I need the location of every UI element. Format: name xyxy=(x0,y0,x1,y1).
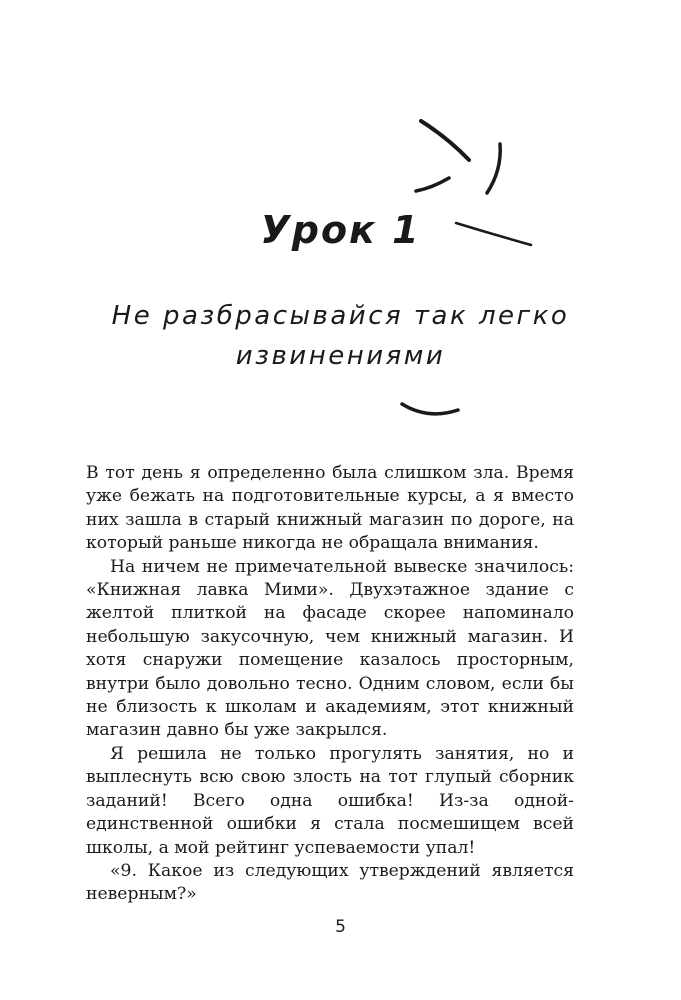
paragraph-3: Я решила не только прогулять занятия, но и выплеснуть всю свою злость на тот глупый сборник заданий! Всего одна ошибка! Из-за одной-единственной ошибки я стала посмешищем всей школы, а мой рейтинг успеваемости упал! xyxy=(86,743,574,858)
chapter-subtitle xyxy=(0,296,681,376)
brush-stroke-top-arc xyxy=(421,121,469,160)
body-text xyxy=(86,462,574,907)
paragraph-2: На ничем не примечательной вывеске значилось: «Книжная лавка Мими». Двухэтажное здание с желтой плиткой на фасаде скорее напоминало небольшую закусочную, чем книжный магазин. И хотя снаружи помещение казалось просторным, внутри было довольно тесно. Одним словом, если бы не близость к школам и академиям, этот книжный магазин давно бы уже закрылся. xyxy=(86,556,574,741)
paragraph-4: «9. Какое из следующих утверждений является неверным?» xyxy=(86,860,574,905)
brush-stroke-bottom xyxy=(402,404,458,414)
brush-stroke-top-small xyxy=(416,178,449,191)
subtitle-line-2: извинениями xyxy=(235,341,446,371)
page-number: 5 xyxy=(335,917,346,937)
subtitle-line-1: Не разбрасывайся так легко xyxy=(111,301,570,331)
brush-stroke-right-arc xyxy=(487,144,500,193)
paragraph-1: В тот день я определенно была слишком зла. Время уже бежать на подготовительные курсы, а я вместо них зашла в старый книжный магазин по дороге, на который раньше никогда не обращала внимания. xyxy=(86,463,574,554)
chapter-title: Урок 1 xyxy=(260,208,421,252)
